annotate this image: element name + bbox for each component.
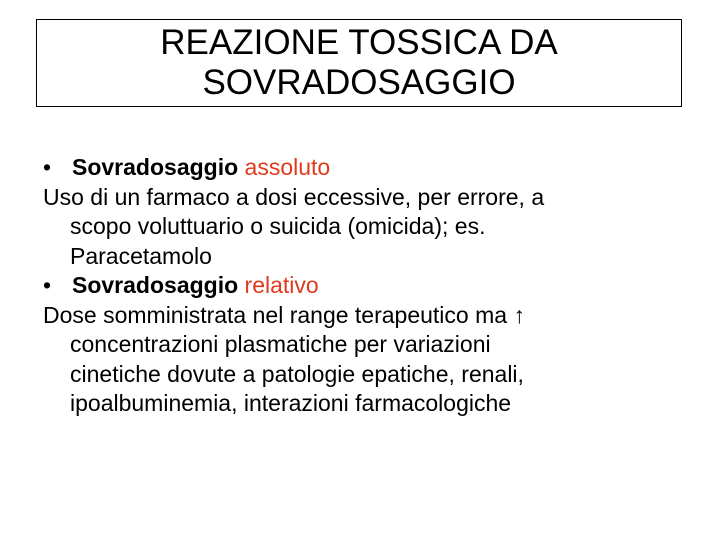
slide-body [43,153,703,419]
bullet-term: Sovradosaggio [72,154,239,180]
title-line-1: REAZIONE TOSSICA DA [160,23,558,62]
bullet-item-relative [43,271,703,301]
bullet-marker: • [43,154,52,180]
description-line: Paracetamolo [70,242,212,269]
bullet-term: Sovradosaggio [72,272,239,298]
description-line: ipoalbuminemia, interazioni farmacologiche [70,390,512,416]
slide-title [36,19,682,107]
description-line: concentrazioni plasmatiche per variazioni [70,331,491,357]
bullet-item-absolute [43,153,703,183]
bullet-qualifier-absolute: assoluto [244,154,331,180]
description-line: scopo voluttuario o suicida (omicida); es. [70,213,486,239]
bullet-qualifier-relative: relativo [244,272,319,298]
description-line: Dose somministrata nel range terapeutico ma ↑ [43,301,525,328]
description-line: cinetiche dovute a patologie epatiche, renali, [70,360,524,387]
bullet-marker: • [43,272,52,298]
description-line: Uso di un farmaco a dosi eccessive, per errore, a [43,183,545,210]
title-line-2: SOVRADOSAGGIO [202,63,516,102]
